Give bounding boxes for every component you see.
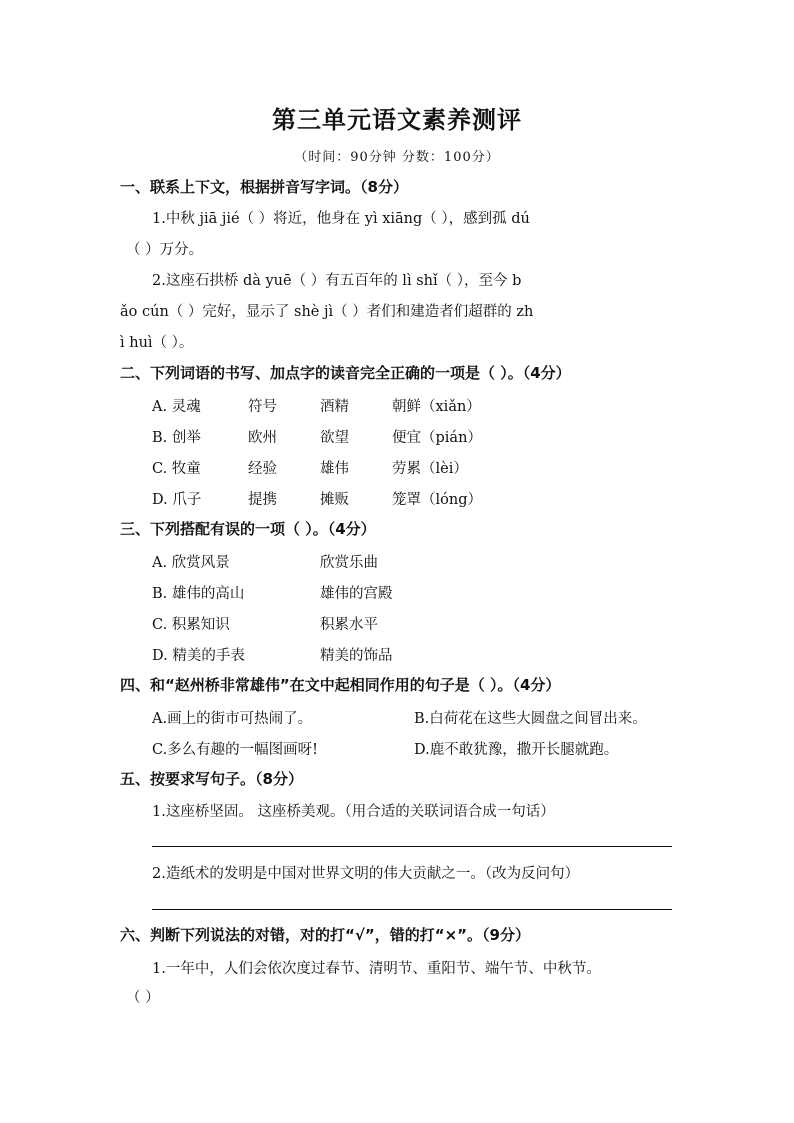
option-d-word-3: 摊贩 (320, 492, 349, 508)
option-d-word-2: 提携 (248, 492, 277, 508)
section-4-heading: 四、和“赵州桥非常雄伟”在文中起相同作用的句子是（ ）。（4分） (120, 676, 561, 694)
section-5-heading: 五、按要求写句子。（8分） (120, 770, 303, 788)
section-1-line-5: ì huì（ ）。 (120, 335, 194, 351)
page-title: 第三单元语文素养测评 (272, 106, 522, 134)
section-1-line-4: ǎo cún（ ）完好，显示了 shè jì（ ）者们和建造者们超群的 zh (120, 304, 534, 320)
option-b-word-2: 欧州 (248, 430, 277, 446)
option-d-sentence: D.鹿不敢犹豫，撒开长腿就跑。 (414, 742, 619, 758)
answer-line-2 (152, 909, 672, 910)
option-b-word-3: 欲望 (320, 430, 349, 446)
section-2-heading: 二、下列词语的书写、加点字的读音完全正确的一项是（ ）。（4分） (120, 364, 571, 382)
section-1-line-1: 1.中秋 jiā jié（ ）将近，他身在 yì xiāng（ ），感到孤 dú (152, 211, 530, 227)
section-3-heading: 三、下列搭配有误的一项（ ）。（4分） (120, 520, 376, 538)
option-b-pair-2: 雄伟的宫殿 (320, 586, 393, 602)
answer-line-1 (152, 846, 672, 847)
option-c-word-1: C. 牧童 (152, 461, 201, 477)
section-6-line-2: （ ） (126, 990, 160, 1006)
option-d-word-4: 笼罩（lóng） (392, 492, 482, 508)
option-d-pair-2: 精美的饰品 (320, 648, 393, 664)
page-subtitle: （时间：90分钟 分数：100分） (294, 150, 500, 165)
option-a-word-1: A. 灵魂 (152, 399, 201, 415)
option-c-pair-1: C. 积累知识 (152, 617, 230, 633)
option-c-pair-2: 积累水平 (320, 617, 378, 633)
section-5-question-1: 1.这座桥坚固。 这座桥美观。（用合适的关联词语合成一句话） (152, 804, 555, 820)
option-c-word-2: 经验 (248, 461, 277, 477)
section-1-line-2: （ ）万分。 (126, 242, 204, 258)
option-a-sentence: A.画上的街市可热闹了。 (152, 711, 313, 727)
option-a-word-3: 酒精 (320, 399, 349, 415)
option-b-sentence: B.白荷花在这些大圆盘之间冒出来。 (414, 711, 647, 727)
section-5-question-2: 2.造纸术的发明是中国对世界文明的伟大贡献之一。（改为反问句） (152, 866, 580, 882)
option-d-word-1: D. 爪子 (152, 492, 202, 508)
option-c-sentence: C.多么有趣的一幅图画呀! (152, 742, 319, 758)
option-c-word-3: 雄伟 (320, 461, 349, 477)
option-c-word-4: 劳累（lèi） (392, 461, 468, 477)
section-6-heading: 六、判断下列说法的对错，对的打“√”，错的打“×”。（9分） (120, 926, 530, 944)
option-a-pair-2: 欣赏乐曲 (320, 555, 378, 571)
section-1-heading: 一、联系上下文，根据拼音写字词。（8分） (120, 178, 408, 196)
section-1-line-3: 2.这座石拱桥 dà yuē（ ）有五百年的 lì shǐ（ ），至今 b (152, 273, 522, 289)
option-d-pair-1: D. 精美的手表 (152, 648, 245, 664)
option-b-word-4: 便宜（pián） (392, 430, 482, 446)
option-a-pair-1: A. 欣赏风景 (152, 555, 230, 571)
option-a-word-2: 符号 (248, 399, 277, 415)
option-a-word-4: 朝鲜（xiǎn） (392, 399, 481, 415)
option-b-pair-1: B. 雄伟的高山 (152, 586, 245, 602)
option-b-word-1: B. 创举 (152, 430, 201, 446)
section-6-line-1: 1.一年中，人们会依次度过春节、清明节、重阳节、端午节、中秋节。 (152, 961, 601, 977)
